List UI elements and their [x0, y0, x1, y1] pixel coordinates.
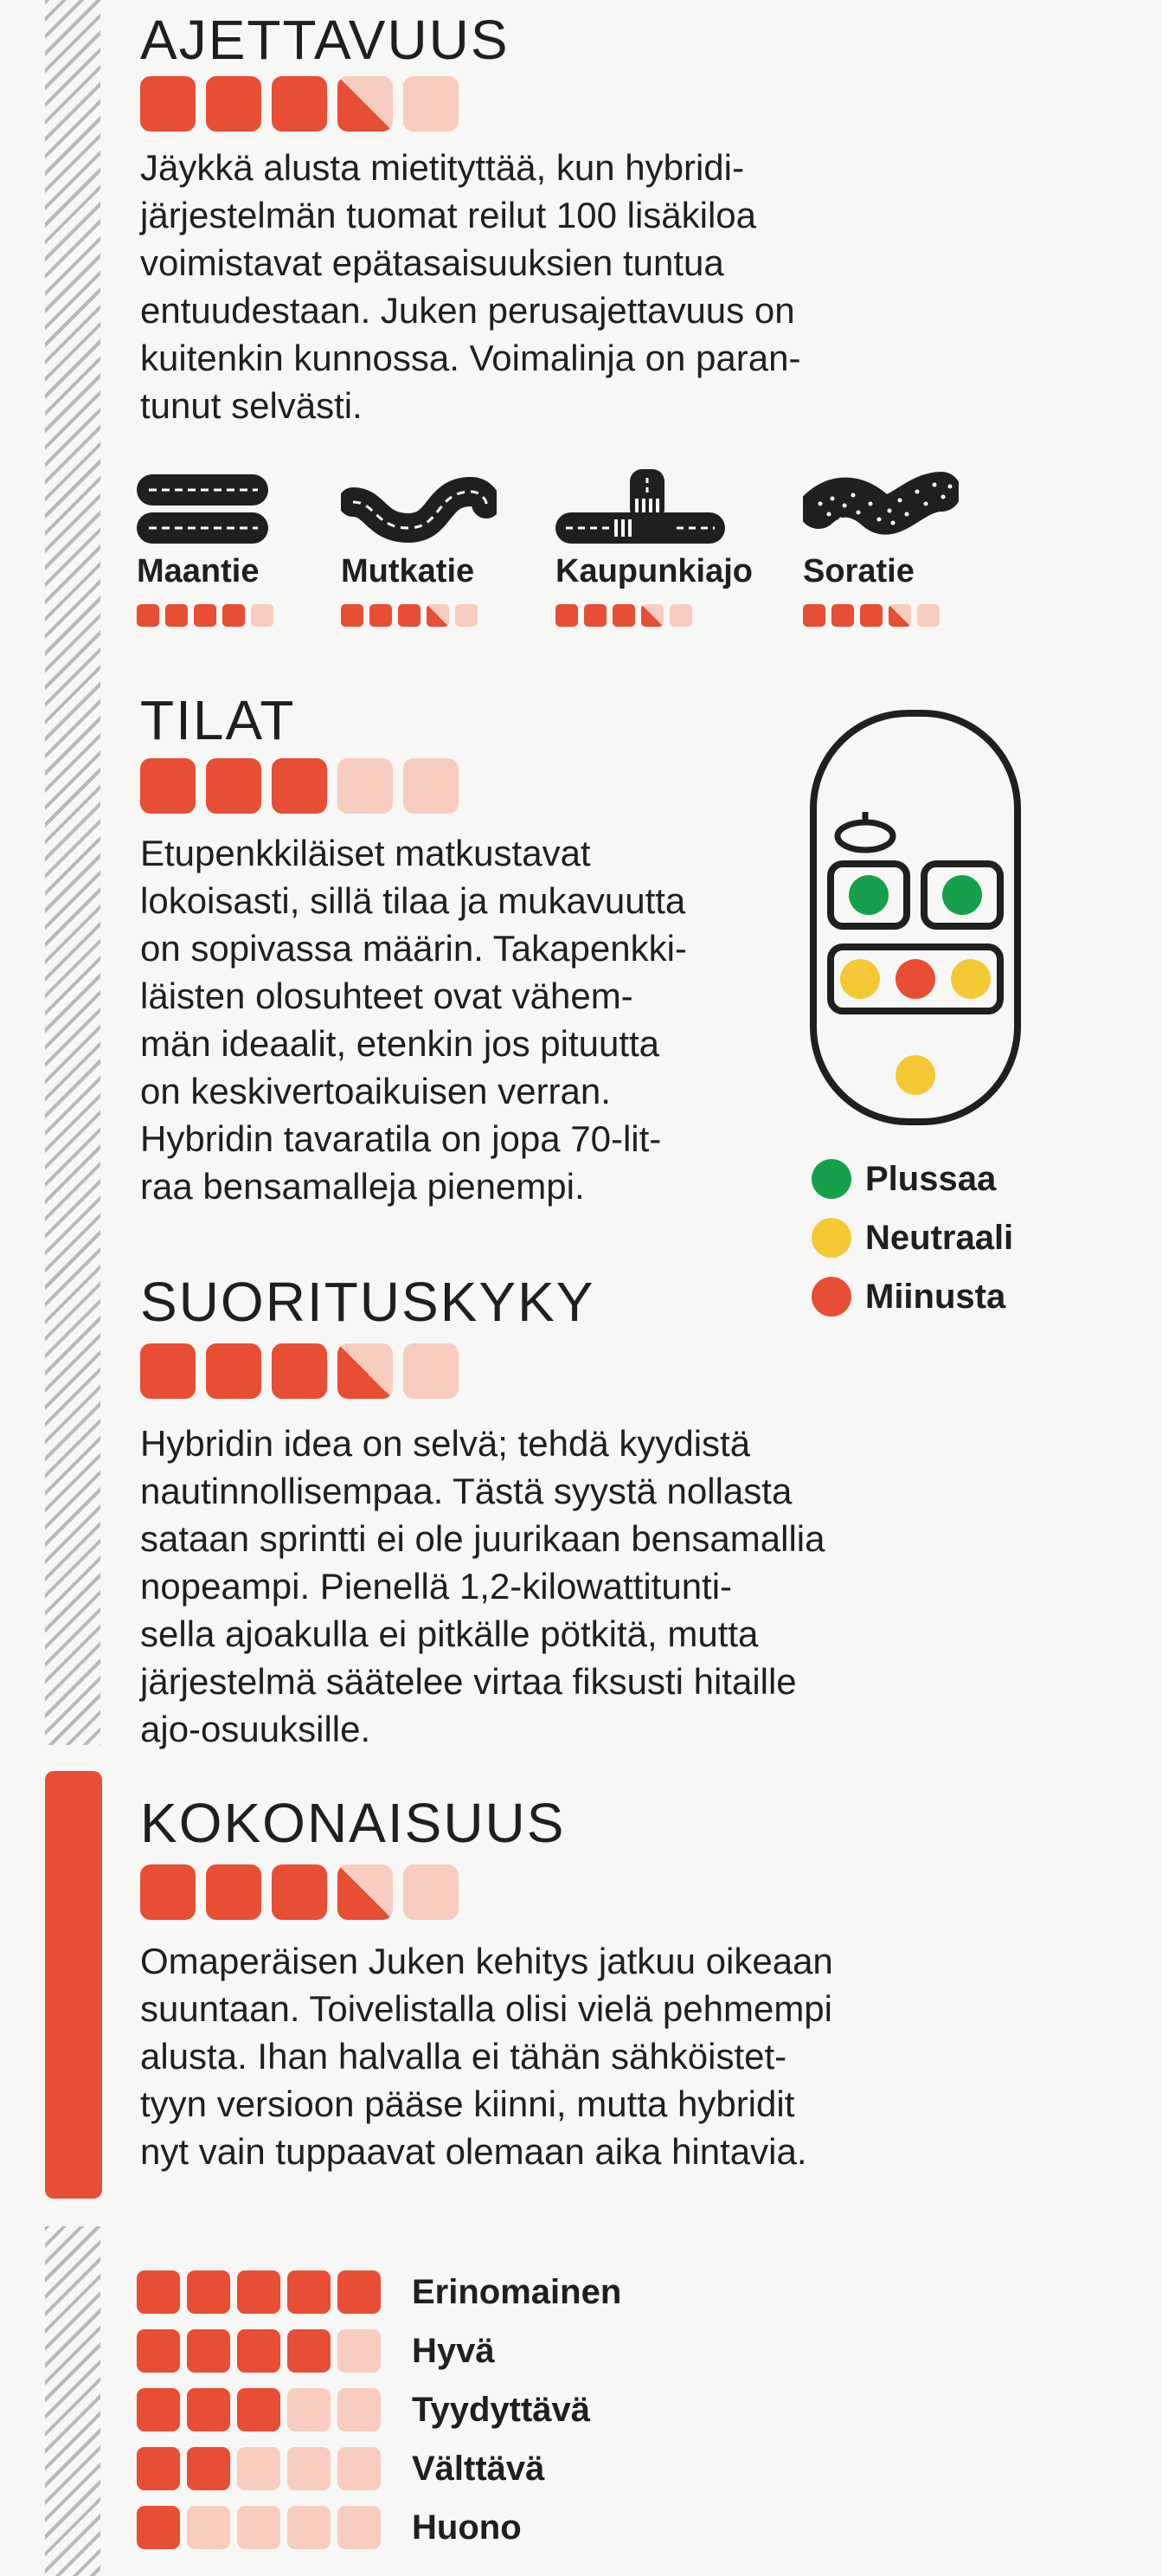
- rating-square-half: [889, 604, 911, 627]
- side-accent-bar: [45, 1771, 102, 2199]
- road-type-city: [555, 466, 753, 627]
- scale-square-full: [137, 2329, 180, 2373]
- overall-title: KOKONAISUUS: [140, 1792, 566, 1854]
- rating-square-full: [272, 1343, 327, 1399]
- scale-square-full: [137, 2447, 180, 2490]
- road-rating-highway: [137, 604, 273, 627]
- performance-rating: [140, 1343, 459, 1399]
- rating-square-full: [860, 604, 883, 627]
- legend-label-neutral: Neutraali: [865, 1218, 1014, 1257]
- seat-diagram: [810, 710, 1021, 1125]
- road-type-highway: [137, 466, 273, 627]
- rating-square-full: [140, 1864, 196, 1920]
- road-label-city: Kaupunkiajo: [555, 553, 754, 589]
- scale-row-good: [137, 2322, 621, 2380]
- scale-square-full: [237, 2270, 280, 2314]
- seat-legend: [812, 1150, 1013, 1326]
- scale-square-full: [287, 2329, 331, 2373]
- scale-square-full: [337, 2270, 381, 2314]
- scale-square-empty: [287, 2506, 331, 2549]
- scale-label-poor: Huono: [412, 2508, 522, 2547]
- rating-square-empty: [670, 604, 692, 627]
- rating-square-full: [555, 604, 578, 627]
- scale-square-full: [137, 2388, 180, 2431]
- scale-row-passable: [137, 2439, 621, 2498]
- legend-dot-minus: [812, 1277, 851, 1317]
- scale-label-excellent: Erinomainen: [412, 2272, 622, 2311]
- rating-square-empty: [403, 1343, 459, 1399]
- rating-square-full: [140, 1343, 196, 1399]
- rating-scale: [137, 2263, 621, 2557]
- legend-item-minus: [812, 1267, 1013, 1326]
- rating-square-half: [427, 604, 449, 627]
- scale-square-full: [187, 2270, 230, 2314]
- rating-square-empty: [403, 758, 459, 814]
- rating-square-half: [337, 1343, 393, 1399]
- rating-square-full: [272, 758, 327, 814]
- city-road-icon: [555, 466, 725, 544]
- performance-title: SUORITUSKYKY: [140, 1271, 595, 1333]
- rating-square-empty: [337, 758, 393, 814]
- scale-square-full: [187, 2447, 230, 2490]
- scale-squares: [137, 2270, 388, 2314]
- space-text: Etupenkkiläiset matkustavat lokoisasti, sillä tilaa ja mukavuutta on sopivassa määrin. Takapenkki- läisten olosuhteet ovat vähem- män ideaalit, etenkin jos pituutta on keskivertoaikuisen verran. Hybridin tavaratila on jopa 70-lit- raa bensamalleja pienempi.: [140, 833, 687, 1207]
- rear-seat-right: [951, 959, 991, 999]
- scale-label-passable: Välttävä: [412, 2449, 545, 2488]
- scale-squares: [137, 2329, 388, 2373]
- scale-square-full: [187, 2329, 230, 2373]
- rating-square-empty: [455, 604, 478, 627]
- scale-row-satisfactory: [137, 2380, 621, 2439]
- scale-square-full: [137, 2270, 180, 2314]
- scale-square-empty: [287, 2388, 331, 2431]
- gravel-road-icon: [803, 466, 959, 544]
- scale-square-empty: [337, 2447, 381, 2490]
- rating-square-full: [206, 1864, 261, 1920]
- rating-square-full: [584, 604, 607, 627]
- rating-square-full: [137, 604, 159, 627]
- rating-square-half: [337, 76, 393, 132]
- space-rating: [140, 758, 459, 814]
- rating-square-full: [369, 604, 392, 627]
- road-type-winding: [341, 466, 497, 627]
- rating-square-full: [165, 604, 188, 627]
- rating-square-full: [140, 76, 196, 132]
- rating-square-full: [831, 604, 854, 627]
- legend-item-plus: [812, 1150, 1013, 1208]
- steering-wheel-icon: [838, 822, 893, 850]
- road-rating-gravel: [803, 604, 959, 627]
- road-type-gravel: [803, 466, 959, 627]
- road-rating-winding: [341, 604, 497, 627]
- scale-square-empty: [187, 2506, 230, 2549]
- trunk-space: [896, 1055, 935, 1095]
- legend-item-neutral: [812, 1208, 1013, 1267]
- scale-square-empty: [237, 2506, 280, 2549]
- handling-rating: [140, 76, 459, 132]
- rating-square-empty: [251, 604, 273, 627]
- legend-label-minus: Miinusta: [865, 1277, 1006, 1316]
- rating-square-full: [341, 604, 363, 627]
- rating-square-full: [206, 1343, 261, 1399]
- road-label-highway: Maantie: [137, 553, 260, 589]
- rating-square-full: [140, 758, 196, 814]
- scale-label-satisfactory: Tyydyttävä: [412, 2390, 591, 2429]
- rating-square-full: [803, 604, 825, 627]
- handling-text: Jäykkä alusta mietityttää, kun hybridi- järjestelmän tuomat reilut 100 lisäkiloa voimistavat epätasaisuuksien tuntua entuudestaan. Juken perusajettavuus on kuitenkin kunnossa. Voimalinja on paran- tunut selvästi.: [140, 147, 801, 426]
- scale-square-full: [187, 2388, 230, 2431]
- front-seat-right: [942, 875, 982, 915]
- road-label-gravel: Soratie: [803, 553, 915, 589]
- rating-square-empty: [917, 604, 940, 627]
- space-title: TILAT: [140, 689, 296, 751]
- overall-rating: [140, 1864, 459, 1920]
- handling-title: AJETTAVUUS: [140, 9, 510, 71]
- side-hatch-bottom: [45, 2226, 100, 2576]
- scale-square-full: [237, 2329, 280, 2373]
- rating-square-empty: [403, 76, 459, 132]
- legend-label-plus: Plussaa: [865, 1159, 997, 1198]
- scale-square-empty: [337, 2506, 381, 2549]
- winding-road-icon: [341, 466, 497, 544]
- rear-seat-left: [840, 959, 880, 999]
- scale-square-empty: [337, 2329, 381, 2373]
- legend-dot-neutral: [812, 1218, 851, 1258]
- scale-square-full: [287, 2270, 331, 2314]
- scale-square-empty: [237, 2447, 280, 2490]
- road-label-winding: Mutkatie: [341, 553, 475, 589]
- highway-icon: [137, 466, 268, 544]
- scale-square-full: [237, 2388, 280, 2431]
- rating-square-half: [337, 1864, 393, 1920]
- front-seat-left: [849, 875, 889, 915]
- rating-square-full: [272, 76, 327, 132]
- scale-squares: [137, 2447, 388, 2490]
- scale-label-good: Hyvä: [412, 2331, 495, 2370]
- rating-square-full: [272, 1864, 327, 1920]
- overall-text: Omaperäisen Juken kehitys jatkuu oikeaan suuntaan. Toivelistalla olisi vielä pehmempi alusta. Ihan halvalla ei tähän sähköistet- tyyn versioon pääse kiinni, mutta hybridit nyt vain tuppaavat olemaan aika hintavia.: [140, 1941, 833, 2172]
- rating-square-full: [206, 76, 261, 132]
- scale-square-empty: [337, 2388, 381, 2431]
- side-hatch-top: [45, 0, 100, 1745]
- rating-square-full: [398, 604, 421, 627]
- rating-square-full: [613, 604, 635, 627]
- scale-row-excellent: [137, 2263, 621, 2322]
- rating-square-empty: [403, 1864, 459, 1920]
- scale-row-poor: [137, 2498, 621, 2557]
- performance-text: Hybridin idea on selvä; tehdä kyydistä nautinnollisempaa. Tästä syystä nollasta sataan sprintti ei ole juurikaan bensamallia nopeampi. Pienellä 1,2-kilowattitunti- sella ajoakulla ei pitkälle pötkitä, mutta järjestelmä säätelee virtaa fiksusti hitaille ajo-osuuksille.: [140, 1423, 825, 1749]
- road-rating-city: [555, 604, 753, 627]
- scale-squares: [137, 2506, 388, 2549]
- scale-squares: [137, 2388, 388, 2431]
- rating-square-half: [641, 604, 664, 627]
- rating-square-full: [206, 758, 261, 814]
- scale-square-full: [137, 2506, 180, 2549]
- scale-square-empty: [287, 2447, 331, 2490]
- rating-square-full: [222, 604, 245, 627]
- rear-seat-middle: [896, 959, 935, 999]
- rating-square-full: [194, 604, 216, 627]
- legend-dot-plus: [812, 1159, 851, 1199]
